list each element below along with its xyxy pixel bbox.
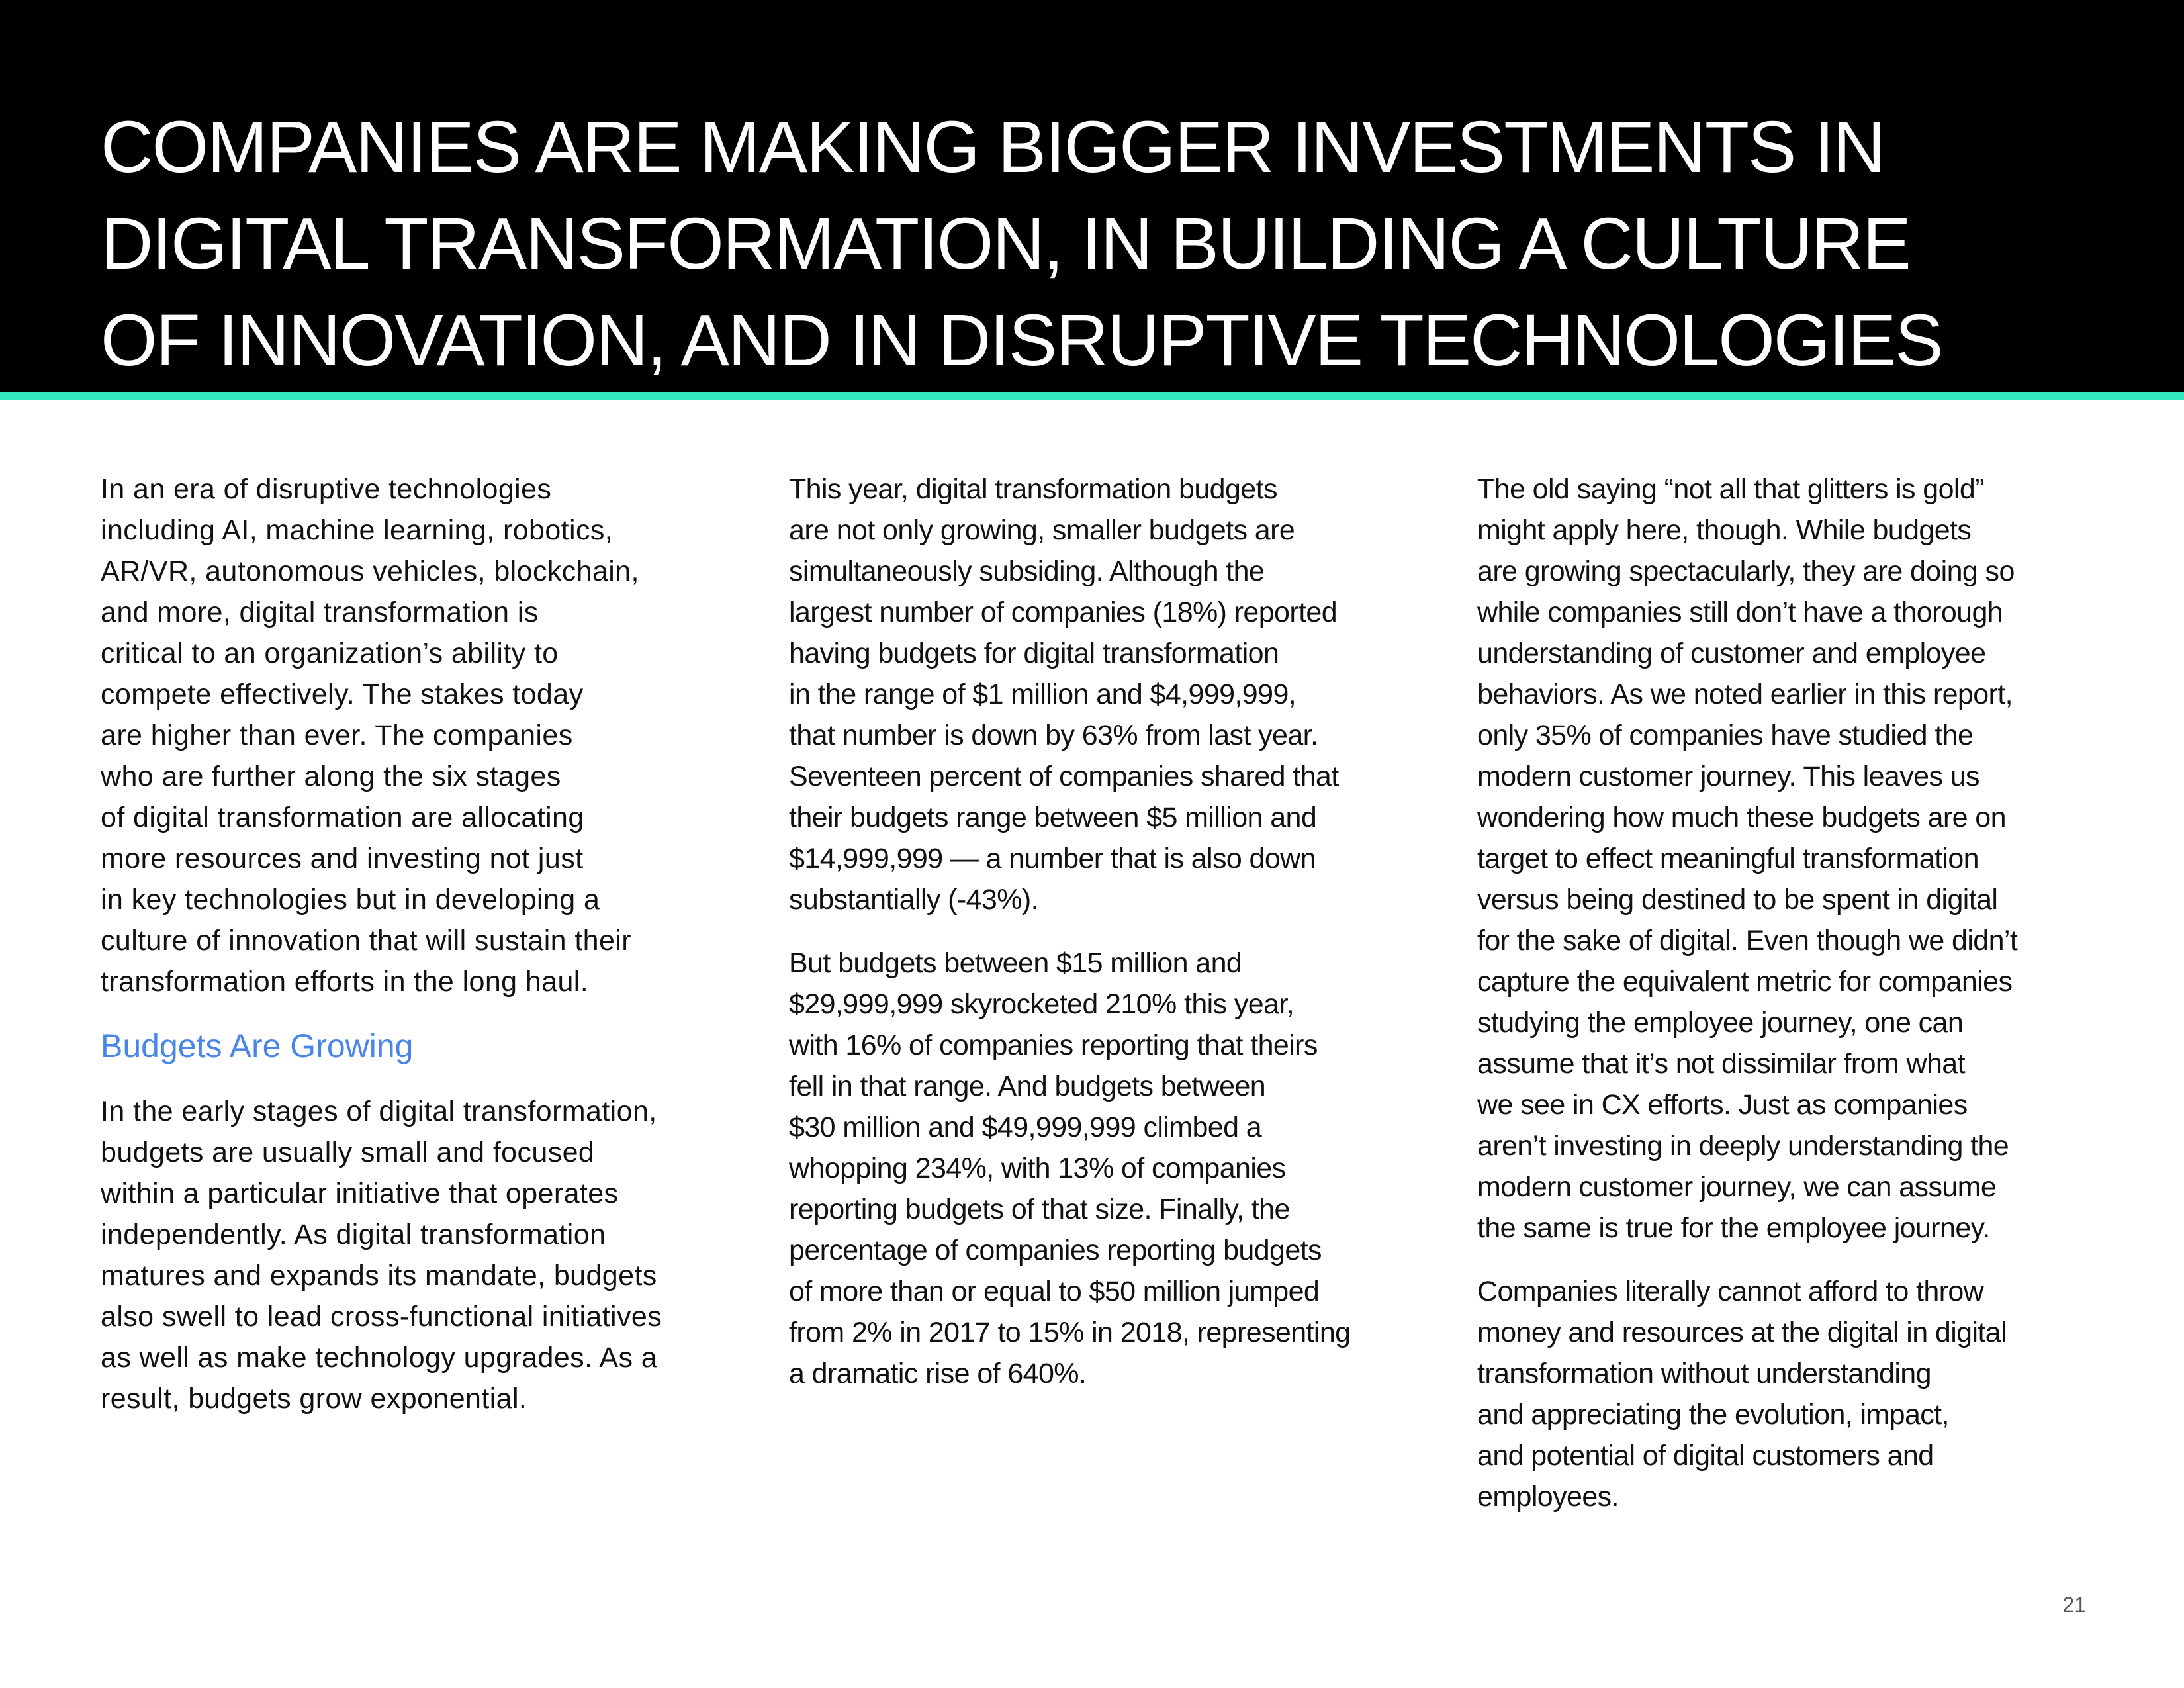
text-line: AR/VR, autonomous vehicles, blockchain,: [101, 555, 639, 587]
text-line: with 16% of companies reporting that theirs: [789, 1029, 1318, 1061]
text-line: a dramatic rise of 640%.: [789, 1358, 1087, 1389]
text-line: whopping 234%, with 13% of companies: [789, 1152, 1286, 1184]
page-number: 21: [2062, 1593, 2086, 1617]
text-line: in key technologies but in developing a: [101, 884, 600, 915]
text-line: including AI, machine learning, robotics,: [101, 514, 614, 546]
text-line: as well as make technology upgrades. As a: [101, 1342, 658, 1374]
body-paragraph: [101, 1091, 709, 1419]
text-line: $30 million and $49,999,999 climbed a: [789, 1111, 1262, 1143]
section-subheading: Budgets Are Growing: [101, 1027, 414, 1064]
text-line: of more than or equal to $50 million jumped: [789, 1276, 1320, 1307]
text-line: compete effectively. The stakes today: [101, 679, 584, 710]
text-line: of digital transformation are allocating: [101, 802, 584, 833]
text-line: money and resources at the digital in digital: [1477, 1317, 2007, 1348]
text-line: modern customer journey, we can assume: [1477, 1171, 1997, 1203]
body-paragraph: [789, 469, 1398, 920]
body-paragraph: [1477, 1271, 2086, 1517]
text-line: only 35% of companies have studied the: [1477, 720, 1974, 751]
body-paragraph: [789, 943, 1398, 1394]
text-line: Companies literally cannot afford to throw: [1477, 1276, 1984, 1307]
text-line: capture the equivalent metric for companies: [1477, 966, 2013, 998]
text-line: for the sake of digital. Even though we didn’t: [1477, 925, 2018, 957]
text-line: $29,999,999 skyrocketed 210% this year,: [789, 988, 1295, 1020]
text-line: In an era of disruptive technologies: [101, 473, 552, 505]
text-line: result, budgets grow exponential.: [101, 1383, 527, 1415]
text-line: while companies still don’t have a thorough: [1477, 596, 2003, 628]
text-line: that number is down by 63% from last year.: [789, 720, 1318, 751]
text-line: reporting budgets of that size. Finally, the: [789, 1194, 1290, 1225]
text-line: from 2% in 2017 to 15% in 2018, representing: [789, 1317, 1351, 1348]
text-line: and potential of digital customers and: [1477, 1440, 1934, 1472]
text-line: are growing spectacularly, they are doing so: [1477, 555, 2015, 587]
text-line: the same is true for the employee journey.: [1477, 1212, 1990, 1244]
text-line: transformation efforts in the long haul.: [101, 966, 589, 998]
text-line: understanding of customer and employee: [1477, 637, 1986, 669]
text-column-1: [101, 469, 709, 1442]
text-column-3: [1477, 469, 2086, 1540]
header-band: [0, 0, 2184, 392]
text-line: employees.: [1477, 1481, 1619, 1513]
text-line: In the early stages of digital transformation,: [101, 1096, 657, 1127]
text-line: aren’t investing in deeply understanding the: [1477, 1130, 2009, 1162]
body-paragraph: [101, 469, 709, 1002]
text-line: fell in that range. And budgets between: [789, 1070, 1266, 1102]
text-line: are higher than ever. The companies: [101, 720, 573, 751]
text-line: assume that it’s not dissimilar from what: [1477, 1048, 1965, 1080]
page-title-line-3: OF INNOVATION, AND IN DISRUPTIVE TECHNOLOGIES: [101, 300, 1942, 381]
text-line: Seventeen percent of companies shared that: [789, 761, 1339, 792]
text-line: wondering how much these budgets are on: [1477, 802, 2006, 833]
text-line: we see in CX efforts. Just as companies: [1477, 1089, 1968, 1121]
text-line: also swell to lead cross-functional initiatives: [101, 1301, 662, 1333]
accent-divider: [0, 392, 2184, 400]
text-line: budgets are usually small and focused: [101, 1137, 595, 1168]
text-line: who are further along the six stages: [101, 761, 561, 792]
text-line: versus being destined to be spent in digital: [1477, 884, 1998, 915]
text-line: behaviors. As we noted earlier in this report,: [1477, 679, 2013, 710]
text-line: studying the employee journey, one can: [1477, 1007, 1964, 1039]
text-line: are not only growing, smaller budgets are: [789, 514, 1295, 546]
text-line: substantially (-43%).: [789, 884, 1038, 915]
text-line: $14,999,999 — a number that is also down: [789, 843, 1316, 874]
page-title-line-1: COMPANIES ARE MAKING BIGGER INVESTMENTS IN: [101, 107, 1884, 188]
text-line: culture of innovation that will sustain their: [101, 925, 631, 957]
text-line: their budgets range between $5 million and: [789, 802, 1317, 833]
text-line: transformation without understanding: [1477, 1358, 1931, 1389]
text-line: percentage of companies reporting budgets: [789, 1235, 1322, 1266]
text-line: having budgets for digital transformation: [789, 637, 1279, 669]
text-line: simultaneously subsiding. Although the: [789, 555, 1265, 587]
text-line: more resources and investing not just: [101, 843, 584, 874]
text-line: might apply here, though. While budgets: [1477, 514, 1972, 546]
text-line: independently. As digital transformation: [101, 1219, 606, 1250]
text-line: This year, digital transformation budgets: [789, 473, 1277, 505]
text-line: But budgets between $15 million and: [789, 947, 1242, 979]
text-line: target to effect meaningful transformation: [1477, 843, 1979, 874]
text-line: largest number of companies (18%) reported: [789, 596, 1338, 628]
text-line: and appreciating the evolution, impact,: [1477, 1399, 1949, 1430]
body-paragraph: [1477, 469, 2086, 1248]
text-column-2: [789, 469, 1398, 1417]
text-line: and more, digital transformation is: [101, 596, 539, 628]
page-title-line-2: DIGITAL TRANSFORMATION, IN BUILDING A CULTURE: [101, 203, 1910, 285]
text-line: in the range of $1 million and $4,999,999,: [789, 679, 1297, 710]
text-line: matures and expands its mandate, budgets: [101, 1260, 657, 1291]
text-line: critical to an organization’s ability to: [101, 637, 559, 669]
text-line: modern customer journey. This leaves us: [1477, 761, 1979, 792]
text-line: The old saying “not all that glitters is gold”: [1477, 473, 1984, 505]
text-line: within a particular initiative that operates: [101, 1178, 619, 1209]
